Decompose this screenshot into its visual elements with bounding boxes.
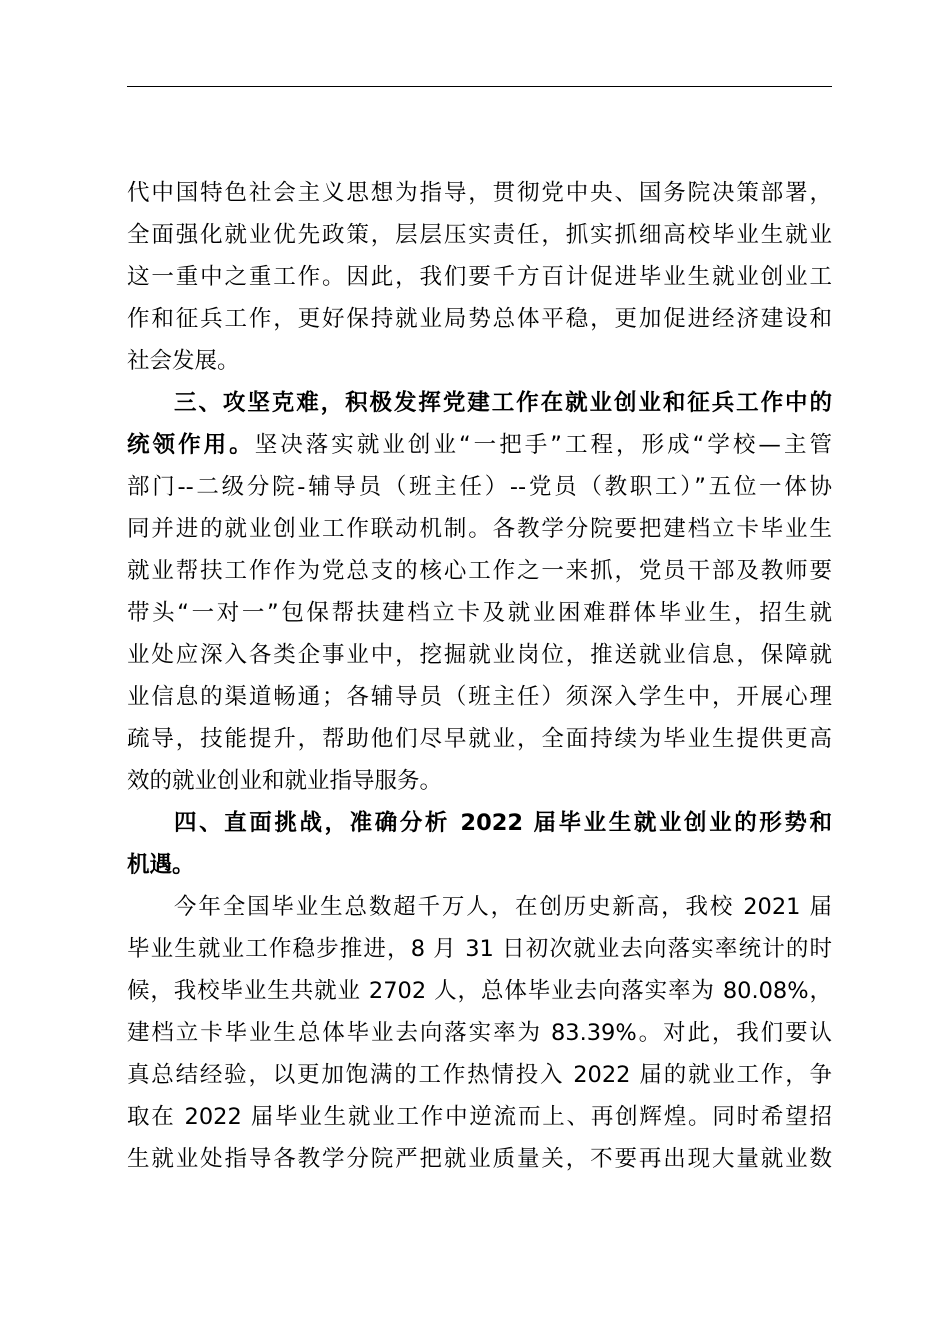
section-heading-3: 三、攻坚克难，积极发挥党建工作在就业创业和征兵工作中的	[174, 390, 832, 416]
header-divider	[127, 86, 832, 87]
text-line: 这一重中之重工作。因此，我们要千方百计促进毕业生就业创业工	[127, 264, 832, 290]
text-line: 业信息的渠道畅通；各辅导员（班主任）须深入学生中，开展心理	[127, 684, 832, 710]
text-line: 社会发展。	[127, 348, 240, 374]
text-line: 今年全国毕业生总数超千万人，在创历史新高，我校 2021 届	[174, 894, 832, 920]
text-line: 疏导，技能提升，帮助他们尽早就业，全面持续为毕业生提供更高	[127, 726, 832, 752]
text-line: 建档立卡毕业生总体毕业去向落实率为 83.39%。对此，我们要认	[127, 1020, 832, 1046]
text-line	[127, 424, 832, 466]
text-line: 候，我校毕业生共就业 2702 人，总体毕业去向落实率为 80.08%，	[127, 978, 832, 1004]
text-line: 业处应深入各类企事业中，挖掘就业岗位，推送就业信息，保障就	[127, 642, 832, 668]
text-line: 真总结经验，以更加饱满的工作热情投入 2022 届的就业工作，争	[127, 1062, 832, 1088]
text-line: 就业帮扶工作作为党总支的核心工作之一来抓，党员干部及教师要	[127, 558, 832, 584]
text-line: 效的就业创业和就业指导服务。	[127, 768, 443, 794]
text-line: 同并进的就业创业工作联动机制。各教学分院要把建档立卡毕业生	[127, 516, 832, 542]
text-line: 部门--二级分院-辅导员（班主任）--党员（教职工）”五位一体协	[127, 474, 832, 500]
text-span: 坚决落实就业创业“一把手”工程，形成“学校—主管	[254, 432, 832, 458]
section-heading-4: 四、直面挑战，准确分析 2022 届毕业生就业创业的形势和	[174, 810, 832, 836]
text-line: 作和征兵工作，更好保持就业局势总体平稳，更加促进经济建设和	[127, 306, 832, 332]
text-line: 毕业生就业工作稳步推进，8 月 31 日初次就业去向落实率统计的时	[127, 936, 832, 962]
text-line: 带头“一对一”包保帮扶建档立卡及就业困难群体毕业生，招生就	[127, 600, 832, 626]
text-line: 取在 2022 届毕业生就业工作中逆流而上、再创辉煌。同时希望招	[127, 1104, 832, 1130]
text-line: 全面强化就业优先政策，层层压实责任，抓实抓细高校毕业生就业	[127, 222, 832, 248]
text-line: 代中国特色社会主义思想为指导，贯彻党中央、国务院决策部署，	[127, 180, 832, 206]
text-line: 生就业处指导各教学分院严把就业质量关，不要再出现大量就业数	[127, 1146, 832, 1172]
body-text	[127, 172, 832, 1180]
section-heading-4-end: 机遇。	[127, 852, 195, 878]
section-heading-3-end: 统领作用。	[127, 432, 255, 458]
